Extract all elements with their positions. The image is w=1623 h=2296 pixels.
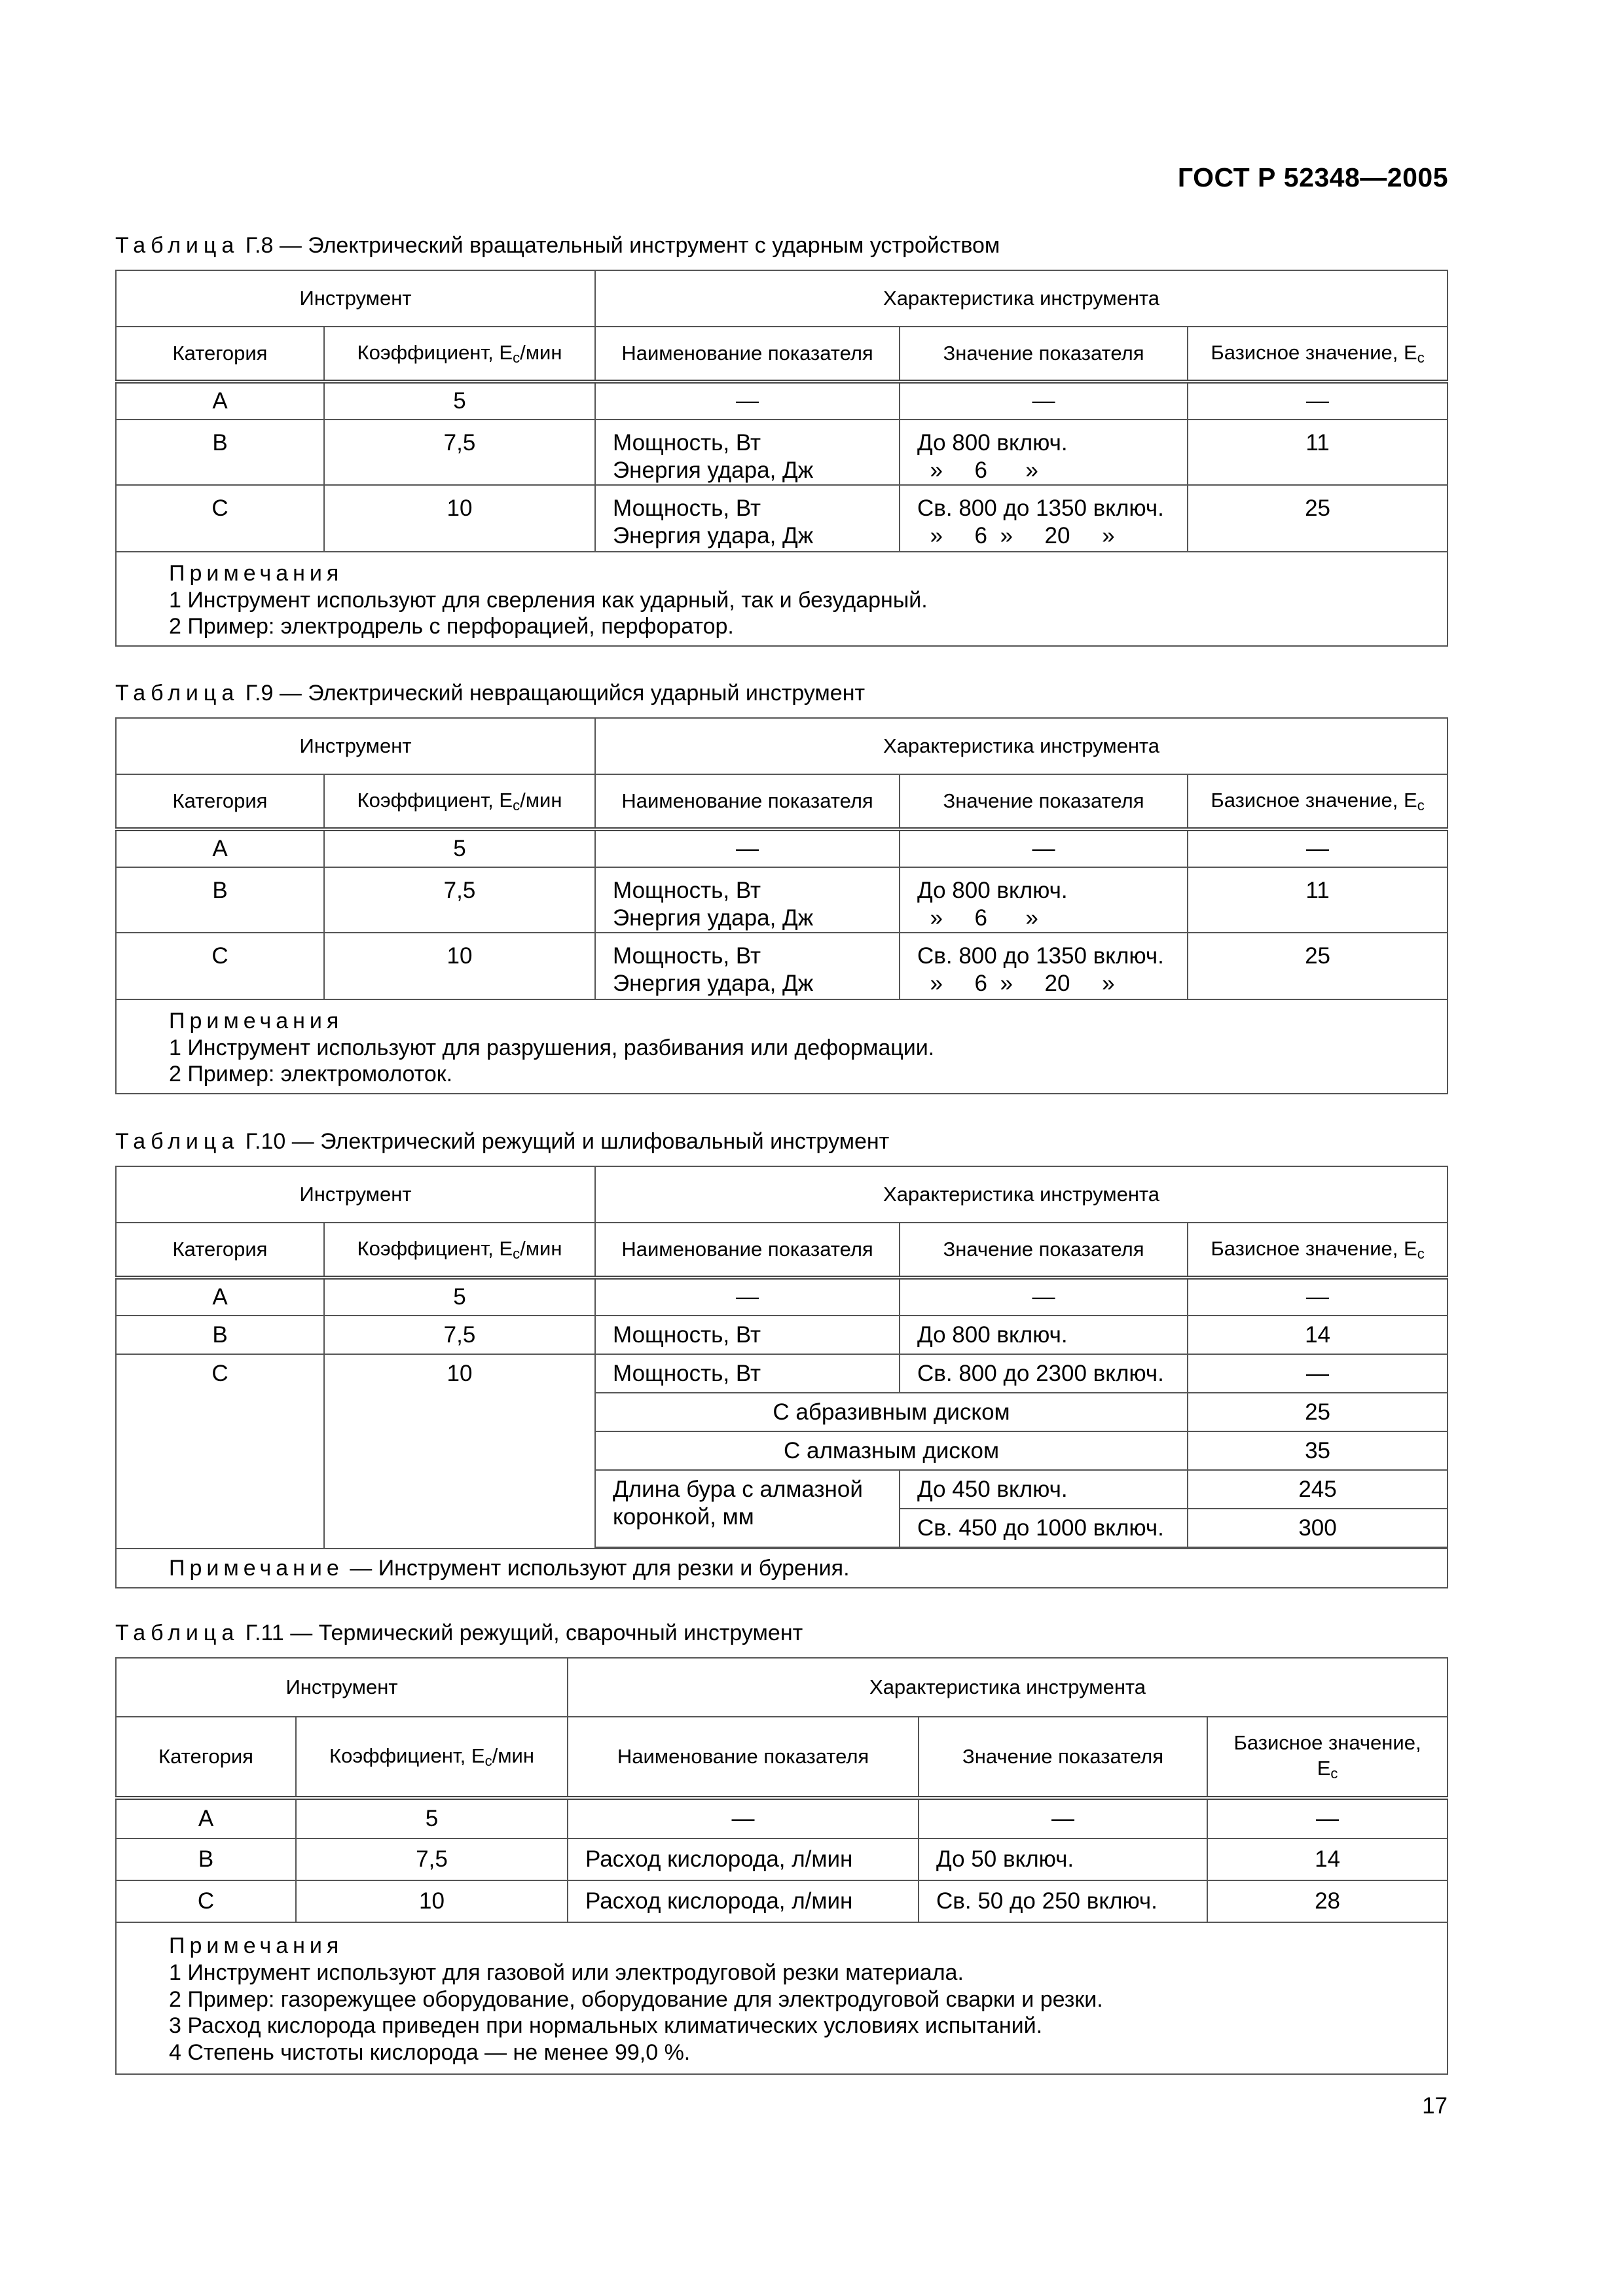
cell-category: А (116, 1798, 296, 1839)
table-row (116, 933, 1448, 999)
cell-indicator-name: Расход кислорода, л/мин (568, 1880, 919, 1922)
note-item: 1 Инструмент используют для разрушения, разбивания или деформации. (169, 1035, 935, 1060)
table-row (116, 1880, 1448, 1922)
col-header-category: Категория (116, 774, 324, 829)
table-group-header-row (116, 270, 1448, 327)
cell-category: А (116, 1278, 324, 1316)
table-notes (116, 999, 1448, 1094)
table-row (116, 867, 1448, 933)
cell-indicator-name: — (595, 1278, 900, 1316)
group-header-characteristics: Характеристика инструмента (595, 1166, 1448, 1223)
table-row (116, 1278, 1448, 1316)
cell-category: А (116, 382, 324, 420)
table-g8 (115, 270, 1448, 647)
caption-text: Г.9 — Электрический невращающийся ударный инструмент (239, 681, 866, 706)
col-header-coefficient: Коэффициент, $E_c$/мин (324, 1223, 595, 1278)
cell-indicator-name: — (568, 1798, 919, 1839)
table-g11 (115, 1657, 1448, 2075)
cell-indicator-name: Мощность, Вт (595, 1316, 900, 1354)
group-header-characteristics: Характеристика инструмента (568, 1658, 1448, 1717)
table-g9 (115, 717, 1448, 1094)
cell-base-value: 300 (1188, 1509, 1448, 1547)
table-row (116, 382, 1448, 420)
table-column-header-row (116, 1717, 1448, 1798)
table-row (116, 1798, 1448, 1839)
cell-base-value: 11 (1188, 867, 1448, 933)
cell-coefficient: 10 (324, 1354, 595, 1549)
table-g9-caption (115, 681, 865, 706)
col-header-coefficient: Коэффициент, $E_c$/мин (324, 774, 595, 829)
group-header-characteristics: Характеристика инструмента (595, 270, 1448, 327)
cell-base-value: 25 (1188, 485, 1448, 552)
cell-category: В (116, 867, 324, 933)
cell-category: В (116, 420, 324, 485)
col-header-category: Категория (116, 327, 324, 382)
cell-coefficient: 7,5 (296, 1839, 568, 1880)
col-header-indicator-name: Наименование показателя (595, 327, 900, 382)
cell-indicator-value: — (900, 382, 1188, 420)
col-header-base-value: Базисное значение, $E_c$ (1188, 327, 1448, 382)
note-item: 2 Пример: газорежущее оборудование, оборудование для электродуговой сварки и резки. (169, 1986, 1103, 2012)
table-g8-caption (115, 233, 1000, 259)
col-header-base-value: Базисное значение, $E_c$ (1188, 774, 1448, 829)
cell-indicator-name: — (595, 382, 900, 420)
note-item: 2 Пример: электродрель с перфорацией, перфоратор. (169, 614, 734, 639)
cell-indicator-name: Мощность, Вт Энергия удара, Дж (595, 867, 900, 933)
cell-indicator-name: Мощность, Вт Энергия удара, Дж (595, 420, 900, 485)
document-code: ГОСТ Р 52348—2005 (1177, 162, 1448, 192)
col-header-base-value: Базисное значение, $E_c$ (1188, 1223, 1448, 1278)
table-group-header-row (116, 1166, 1448, 1223)
cell-base-value: 25 (1188, 1393, 1448, 1431)
cell-base-value: — (1207, 1798, 1448, 1839)
table-row (116, 829, 1448, 867)
cell-base-value: — (1188, 829, 1448, 867)
table-column-header-row (116, 327, 1448, 382)
caption-prefix: Таблица (115, 1621, 240, 1645)
table-g10-caption (115, 1129, 889, 1155)
cell-category: С (116, 485, 324, 552)
cell-abrasive-disc: С абразивным диском (595, 1393, 1188, 1431)
cell-indicator-value: Св. 800 до 2300 включ. (900, 1354, 1188, 1393)
cell-indicator-value: До 450 включ. (900, 1470, 1188, 1509)
cell-indicator-value: Св. 800 до 1350 включ. » 6 » 20 » (900, 933, 1188, 999)
table-notes (116, 1922, 1448, 2074)
cell-indicator-name: Длина бура с алмазной коронкой, мм (595, 1470, 900, 1547)
caption-text: Г.10 — Электрический режущий и шлифовальный инструмент (239, 1129, 890, 1154)
cell-base-value: 35 (1188, 1431, 1448, 1470)
note-item: 1 Инструмент используют для газовой или электродуговой резки материала. (169, 1960, 964, 1985)
cell-indicator-value: — (900, 829, 1188, 867)
table-notes (116, 552, 1448, 646)
table-group-header-row (116, 718, 1448, 774)
table-row (116, 1316, 1448, 1354)
group-header-characteristics: Характеристика инструмента (595, 718, 1448, 774)
cell-diamond-disc: С алмазным диском (595, 1431, 1188, 1470)
col-header-category: Категория (116, 1717, 296, 1798)
notes-title: Примечания (169, 1933, 344, 1958)
group-header-instrument: Инструмент (116, 718, 595, 774)
table-row (116, 1839, 1448, 1880)
col-header-coefficient: Коэффициент, $E_c$/мин (296, 1717, 568, 1798)
cell-coefficient: 7,5 (324, 867, 595, 933)
col-header-indicator-value: Значение показателя (900, 1223, 1188, 1278)
notes-title: Примечание (169, 1555, 344, 1581)
caption-text: Г.8 — Электрический вращательный инструмент с ударным устройством (239, 233, 1000, 258)
col-header-indicator-name: Наименование показателя (595, 1223, 900, 1278)
cell-indicator-name: Мощность, Вт Энергия удара, Дж (595, 485, 900, 552)
cell-base-value: 14 (1188, 1316, 1448, 1354)
cell-category: В (116, 1839, 296, 1880)
cell-base-value: 14 (1207, 1839, 1448, 1880)
caption-text: Г.11 — Термический режущий, сварочный инструмент (239, 1621, 803, 1645)
caption-prefix: Таблица (115, 233, 240, 258)
cell-indicator-name: Расход кислорода, л/мин (568, 1839, 919, 1880)
cell-coefficient: 7,5 (324, 420, 595, 485)
cell-category: С (116, 1354, 324, 1549)
col-header-indicator-name: Наименование показателя (568, 1717, 919, 1798)
cell-base-value: 25 (1188, 933, 1448, 999)
cell-indicator-name: Мощность, Вт Энергия удара, Дж (595, 933, 900, 999)
cell-indicator-value: До 50 включ. (919, 1839, 1207, 1880)
col-header-coefficient: Коэффициент, $E_c$/мин (324, 327, 595, 382)
cell-coefficient: 5 (324, 1278, 595, 1316)
notes-title: Примечания (169, 560, 344, 586)
table-notes (116, 1549, 1448, 1588)
table-notes-row (116, 552, 1448, 646)
table-group-header-row (116, 1658, 1448, 1717)
cell-coefficient: 5 (296, 1798, 568, 1839)
cell-indicator-value: Св. 800 до 1350 включ. » 6 » 20 » (900, 485, 1188, 552)
note-item: — Инструмент используют для резки и бурения. (343, 1555, 850, 1581)
cell-base-value: — (1188, 1278, 1448, 1316)
cell-indicator-value: До 800 включ. » 6 » (900, 420, 1188, 485)
cell-coefficient: 10 (296, 1880, 568, 1922)
cell-base-value: — (1188, 1354, 1448, 1393)
cell-coefficient: 10 (324, 485, 595, 552)
col-header-indicator-value: Значение показателя (919, 1717, 1207, 1798)
cell-coefficient: 10 (324, 933, 595, 999)
table-notes-row (116, 1549, 1448, 1588)
col-header-indicator-value: Значение показателя (900, 327, 1188, 382)
table-g10 (115, 1166, 1448, 1588)
table-row (116, 485, 1448, 552)
note-item: 1 Инструмент используют для сверления как ударный, так и безударный. (169, 587, 928, 613)
cell-indicator-value: Св. 450 до 1000 включ. (900, 1509, 1188, 1547)
cell-coefficient: 5 (324, 829, 595, 867)
col-header-indicator-name: Наименование показателя (595, 774, 900, 829)
cell-indicator-value: Св. 50 до 250 включ. (919, 1880, 1207, 1922)
table-g11-caption (115, 1621, 803, 1646)
cell-indicator-value: — (900, 1278, 1188, 1316)
cell-category: А (116, 829, 324, 867)
col-header-base-value: Базисное значение, $E_c$ (1207, 1717, 1448, 1798)
caption-prefix: Таблица (115, 1129, 240, 1154)
note-item: 4 Степень чистоты кислорода — не менее 99,0 %. (169, 2040, 691, 2066)
cell-base-value: 11 (1188, 420, 1448, 485)
cell-indicator-name: — (595, 829, 900, 867)
table-notes-row (116, 999, 1448, 1094)
cell-indicator-value: До 800 включ. » 6 » (900, 867, 1188, 933)
group-header-instrument: Инструмент (116, 270, 595, 327)
table-column-header-row (116, 1223, 1448, 1278)
col-header-indicator-value: Значение показателя (900, 774, 1188, 829)
notes-title: Примечания (169, 1008, 344, 1033)
table-row (116, 1354, 1448, 1393)
cell-coefficient: 7,5 (324, 1316, 595, 1354)
cell-category: С (116, 1880, 296, 1922)
cell-indicator-value: До 800 включ. (900, 1316, 1188, 1354)
col-header-category: Категория (116, 1223, 324, 1278)
cell-base-value: 245 (1188, 1470, 1448, 1509)
table-row (116, 420, 1448, 485)
cell-category: С (116, 933, 324, 999)
cell-category: В (116, 1316, 324, 1354)
cell-base-value: 28 (1207, 1880, 1448, 1922)
group-header-instrument: Инструмент (116, 1658, 568, 1717)
cell-base-value: — (1188, 382, 1448, 420)
cell-coefficient: 5 (324, 382, 595, 420)
page-number: 17 (1422, 2093, 1448, 2119)
table-notes-row (116, 1922, 1448, 2074)
table-column-header-row (116, 774, 1448, 829)
note-item: 2 Пример: электромолоток. (169, 1062, 453, 1087)
group-header-instrument: Инструмент (116, 1166, 595, 1223)
caption-prefix: Таблица (115, 681, 240, 706)
cell-indicator-name: Мощность, Вт (595, 1354, 900, 1393)
cell-indicator-value: — (919, 1798, 1207, 1839)
note-item: 3 Расход кислорода приведен при нормальных климатических условиях испытаний. (169, 2013, 1043, 2039)
